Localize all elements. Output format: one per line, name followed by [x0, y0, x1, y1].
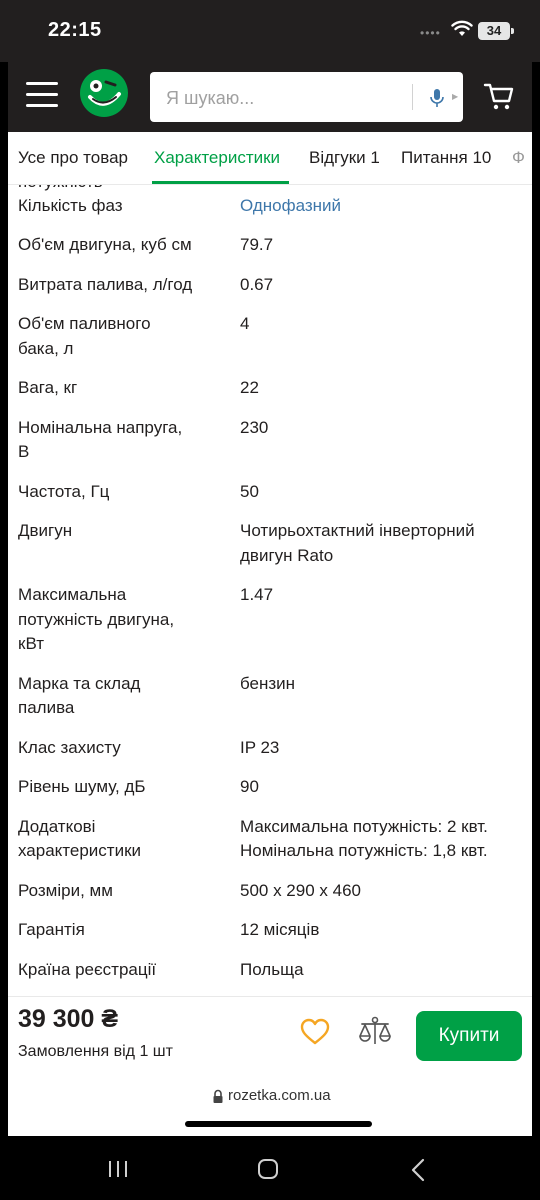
spec-value: 1.47: [240, 585, 274, 604]
spec-label: Країна реєстрації: [18, 959, 157, 979]
spec-label: Додаткові характеристики: [18, 816, 142, 860]
cart-icon[interactable]: [483, 80, 515, 112]
battery-icon: 34: [478, 22, 510, 40]
heart-icon[interactable]: [300, 1018, 330, 1046]
search-divider: [412, 84, 413, 110]
spec-label: Номінальна напруга, В: [18, 417, 183, 461]
browser-url-bar: [8, 1070, 532, 1136]
wifi-icon: [451, 20, 473, 38]
spec-value: 22: [240, 378, 259, 397]
spec-label: Вага, кг: [18, 378, 78, 397]
spec-label: Витрата палива, л/год: [18, 274, 193, 294]
spec-value: IP 23: [240, 737, 280, 757]
spec-label: Марка та склад палива: [18, 673, 141, 717]
spec-label: Об'єм паливного бака, л: [18, 314, 151, 358]
spec-value: 50: [240, 481, 259, 501]
spec-value: 79.7: [240, 235, 274, 254]
spec-value: Максимальна потужність: 2 квт. Номінальна потужність: 1,8 квт.: [240, 816, 488, 860]
spec-value: 230: [240, 417, 269, 437]
compare-scales-icon[interactable]: [358, 1016, 392, 1048]
recent-apps-icon[interactable]: [107, 1160, 129, 1178]
tab-photo[interactable]: Ф: [512, 148, 525, 167]
search-dropdown-arrow-icon[interactable]: ▶: [452, 92, 459, 101]
microphone-icon[interactable]: [428, 87, 446, 109]
app-header: [8, 62, 532, 132]
spec-value: 12 місяців: [240, 920, 320, 939]
status-bar: [0, 0, 540, 62]
menu-icon[interactable]: [26, 82, 58, 110]
back-icon[interactable]: [410, 1158, 426, 1182]
spec-label: Частота, Гц: [18, 481, 110, 501]
spec-label: Розміри, мм: [18, 880, 113, 900]
spec-label: Об'єм двигуна, куб см: [18, 235, 192, 254]
spec-value: Польща: [240, 959, 304, 979]
status-time: 22:15: [48, 19, 102, 41]
spec-value: Чотирьохтактний інверторний двигун Rato: [240, 521, 475, 565]
buy-bar: [8, 996, 532, 1070]
order-minimum-note: Замовлення від 1 шт: [18, 1043, 173, 1060]
battery-tip: [511, 28, 514, 34]
signal-dots-icon: ••••: [420, 26, 441, 40]
active-tab-indicator: [152, 181, 289, 184]
tab-reviews[interactable]: Відгуки 1: [309, 148, 380, 167]
product-tabs: [8, 132, 532, 185]
search-box: [150, 72, 463, 122]
search-input[interactable]: [164, 82, 408, 114]
tab-all-about-product[interactable]: Усе про товар: [18, 148, 128, 167]
rozetka-logo[interactable]: [79, 68, 129, 118]
buy-button[interactable]: Купити: [416, 1011, 522, 1061]
product-content: [8, 132, 532, 1070]
system-nav-bar: [0, 1136, 540, 1200]
spec-value: 90: [240, 777, 259, 796]
spec-label: Клас захисту: [18, 737, 121, 757]
spec-label: Кількість фаз: [18, 195, 123, 215]
spec-label: Двигун: [18, 521, 73, 540]
spec-value: бензин: [240, 673, 296, 693]
spec-value: 0.67: [240, 274, 274, 294]
spec-value-link[interactable]: Однофазний: [240, 195, 342, 215]
home-indicator[interactable]: [185, 1121, 372, 1127]
spec-label: Рівень шуму, дБ: [18, 777, 146, 796]
url-text[interactable]: rozetka.com.ua: [228, 1087, 331, 1104]
home-icon[interactable]: [257, 1158, 279, 1180]
tab-questions[interactable]: Питання 10: [401, 148, 492, 167]
spec-value: 500 х 290 х 460: [240, 880, 361, 900]
spec-label: Гарантія: [18, 920, 85, 939]
spec-label: Максимальна потужність двигуна, кВт: [18, 585, 175, 653]
tab-characteristics[interactable]: Характеристики: [154, 148, 281, 167]
price: 39 300 ₴: [18, 1005, 119, 1033]
lock-icon: [212, 1089, 224, 1104]
spec-value: 4: [240, 314, 250, 333]
